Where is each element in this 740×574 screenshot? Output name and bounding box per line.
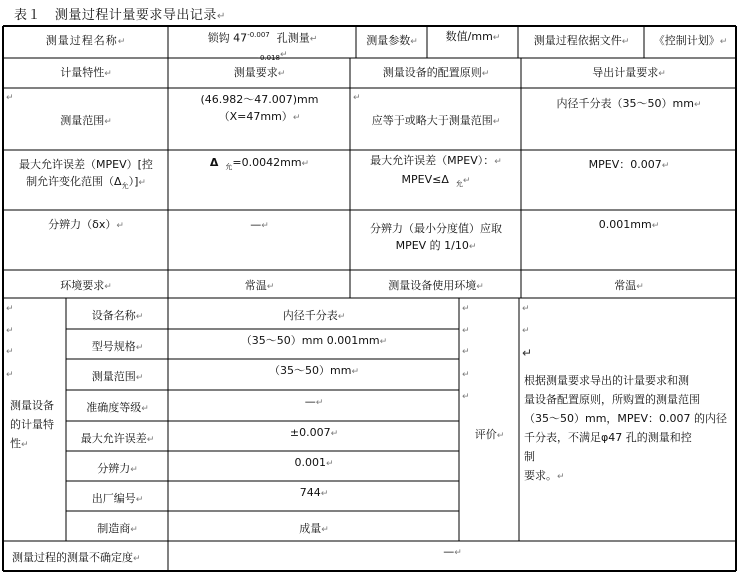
equipment-row-value: 内径千分表↵ — [282, 309, 346, 322]
paragraph-mark-icon: ↵ — [6, 370, 14, 380]
equipment-row-value: 0.001↵ — [294, 456, 334, 469]
mpe-principle: 最大允许误差（MPEV）：↵ MPEV≤Δ $_允$↵ — [370, 154, 502, 189]
uncertainty-value: —↵ — [443, 545, 462, 558]
header-measurement-requirement: 测量要求↵ — [233, 66, 286, 79]
equipment-row-label: 测量范围↵ — [91, 370, 144, 383]
header-metrological-characteristic: 计量特性↵ — [60, 66, 112, 79]
equipment-row-label: 分辨力↵ — [97, 462, 138, 475]
header-derived-requirement: 导出计量要求↵ — [592, 66, 666, 79]
parameter-label: 测量参数↵ — [366, 34, 418, 47]
uncertainty-label: 测量过程的测量不确定度↵ — [12, 551, 141, 564]
tolerance-upper: -0.007 — [247, 31, 270, 39]
basis-document-value: 《控制计划》↵ — [653, 34, 728, 47]
environment-requirement: 常温↵ — [244, 279, 275, 292]
mpe-derived: MPEV：0.007↵ — [588, 158, 670, 171]
paragraph-mark-icon: ↵ — [6, 326, 14, 336]
paragraph-mark-icon: ↵ — [6, 304, 14, 314]
paragraph-mark-icon: ↵ — [522, 326, 530, 336]
mpe-requirement: Δ $_允$=0.0042mm↵ — [209, 156, 310, 172]
range-principle: 应等于或略大于测量范围↵ — [371, 114, 501, 127]
header-configuration-principle: 测量设备的配置原则↵ — [382, 66, 490, 79]
paragraph-mark-icon: ↵ — [462, 304, 470, 314]
resolution-derived: 0.001mm↵ — [598, 218, 660, 231]
equipment-row-label: 出厂编号↵ — [91, 492, 144, 505]
range-requirement: (46.982～47.007)mm （X=47mm）↵ — [200, 93, 319, 123]
process-name-value: 锁钩 $47^{-0.007}$ 孔测量↵ $_{-0.018}$↵ — [207, 31, 318, 62]
equipment-row-label: 制造商↵ — [97, 522, 138, 535]
equipment-row-value: 744↵ — [299, 486, 329, 499]
process-name-label: 测量过程名称↵ — [45, 34, 127, 47]
paragraph-mark-icon: ↵ — [462, 370, 470, 380]
basis-document-label: 测量过程依据文件↵ — [533, 34, 630, 47]
evaluation-label: 评价↵ — [474, 428, 505, 441]
paragraph-mark-icon: ↵ — [462, 326, 470, 336]
tolerance-lower: -0.018 — [257, 53, 281, 62]
equipment-row-label: 最大允许误差↵ — [80, 432, 155, 445]
environment-principle: 测量设备使用环境↵ — [388, 279, 484, 292]
evaluation-text: 根据测量要求导出的计量要求和测 量设备配置原则，所购置的测量范围 （35～50）mm，MPEV：0.007 的内径 千分表，不满足φ47 孔的测量和控 制 要求。↵ — [524, 374, 728, 482]
range-derived: 内径千分表（35～50）mm↵ — [556, 97, 702, 110]
caption-title: 测量过程计量要求导出记录 — [54, 8, 217, 23]
equipment-row-value: ±0.007↵ — [289, 426, 339, 439]
paragraph-mark-icon: ↵ — [522, 346, 533, 360]
resolution-requirement: —↵ — [250, 218, 269, 231]
paragraph-mark-icon: ↵ — [462, 392, 470, 402]
resolution-principle: 分辨力（最小分度值）应取 MPEV 的 1/10↵ — [370, 222, 502, 252]
caption-label: 表１ — [14, 8, 42, 23]
parameter-value: 数值/mm↵ — [445, 30, 501, 43]
environment-derived: 常温↵ — [614, 279, 644, 292]
paragraph-mark-icon: ↵ — [6, 93, 14, 103]
equipment-row-value: —↵ — [304, 395, 324, 408]
paragraph-mark-icon: ↵ — [6, 347, 14, 357]
paragraph-mark-icon: ↵ — [216, 11, 226, 22]
equipment-row-value: （35～50）mm↵ — [269, 364, 359, 377]
equipment-row-label: 型号规格↵ — [91, 340, 144, 353]
equipment-group-label: 测量设备 的计量特 性↵ — [10, 399, 54, 450]
paragraph-mark-icon: ↵ — [522, 304, 530, 314]
environment-label: 环境要求↵ — [60, 279, 112, 292]
equipment-row-label: 设备名称↵ — [91, 309, 144, 322]
range-label: 测量范围↵ — [60, 114, 112, 127]
paragraph-mark-icon: ↵ — [353, 93, 361, 103]
equipment-row-value: 成量↵ — [299, 522, 329, 535]
equipment-row-label: 准确度等级↵ — [86, 401, 149, 414]
equipment-row-value: （35～50）mm 0.001mm↵ — [240, 334, 388, 347]
resolution-label: 分辨力（δx）↵ — [48, 218, 124, 231]
paragraph-mark-icon: ↵ — [462, 347, 470, 357]
mpe-label: 最大允许误差（MPEV）[控 制允许变化范围$(\Delta_允)]↵$ — [19, 158, 153, 191]
